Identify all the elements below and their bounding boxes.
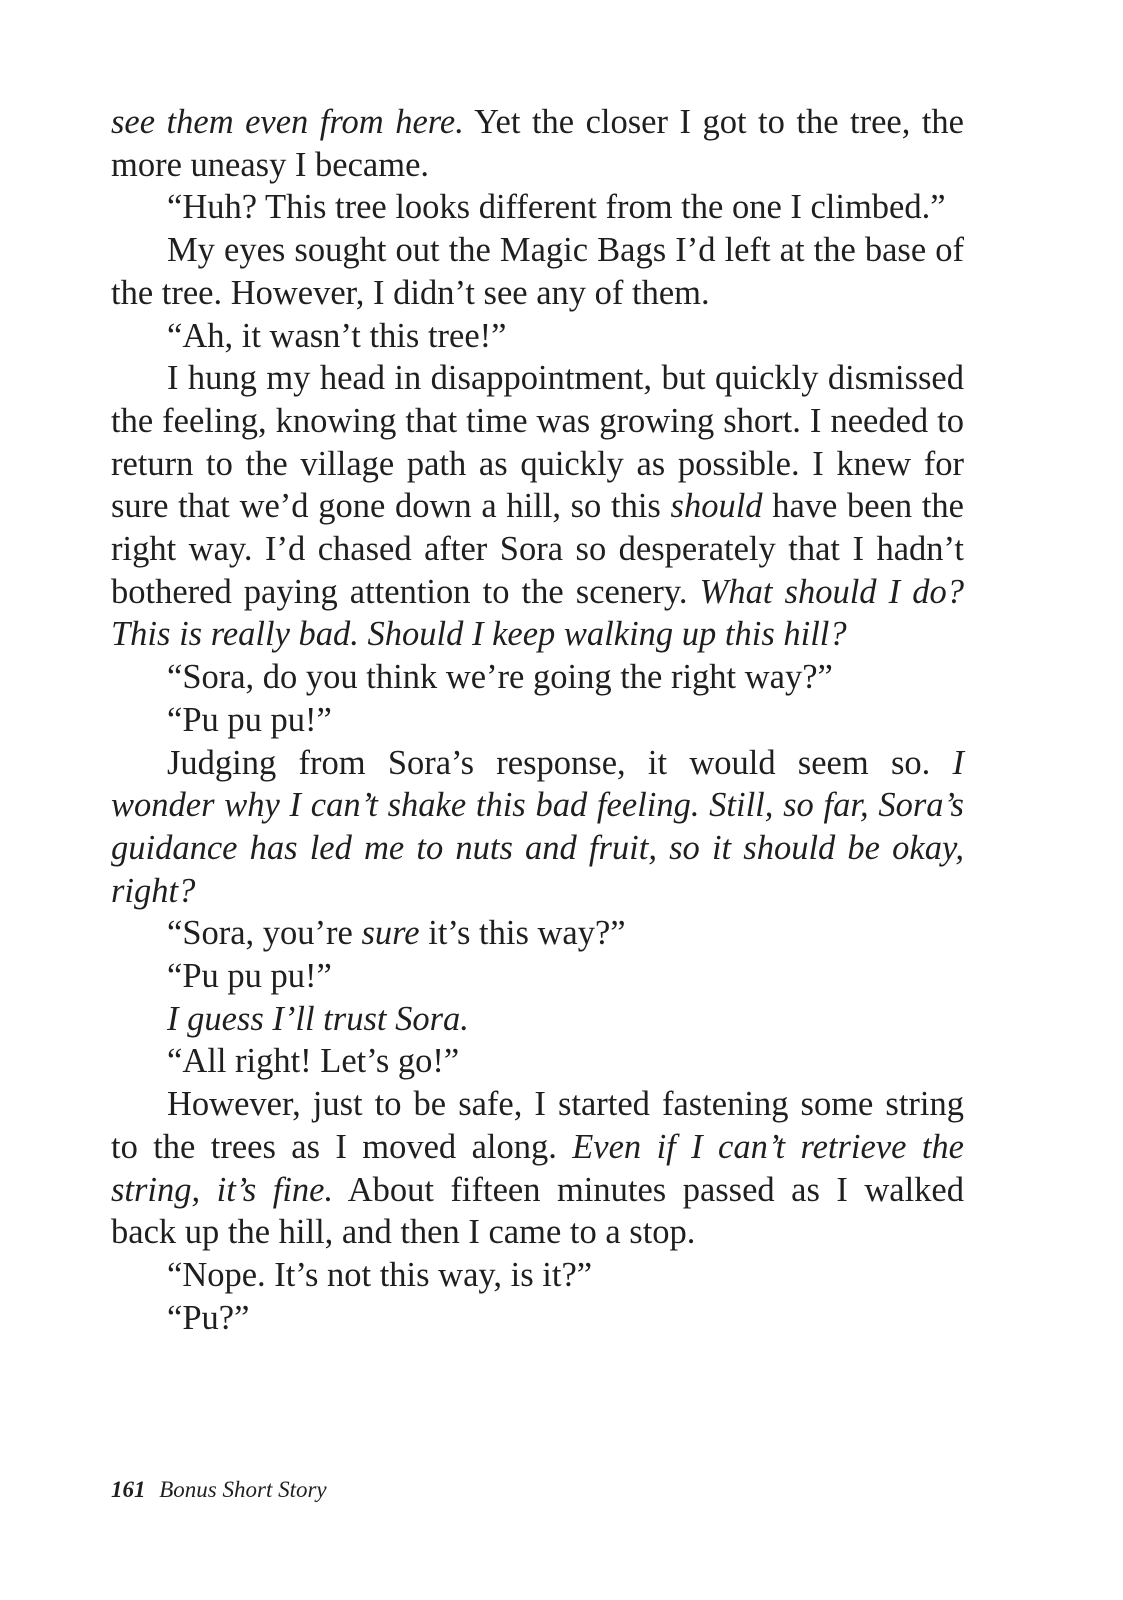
paragraph: [111, 315, 964, 358]
italic-text-run: should: [670, 487, 763, 526]
paragraph: [111, 1297, 964, 1340]
italic-text-run: see them even from here.: [111, 103, 464, 141]
paragraph: [111, 998, 964, 1041]
paragraph: [111, 912, 964, 955]
paragraph: [111, 742, 964, 913]
paragraph: [111, 656, 964, 699]
text-run: I hung my head in disappointment, but quickly dismissed the feeling, knowing that time was growing short. I needed to return to the village path as quickly as possible. I knew for sure that we’d gone down a hill, so this: [111, 359, 964, 526]
page-footer: [111, 1477, 327, 1503]
italic-text-run: Even if I can’t retrieve the string, it’s fine.: [111, 1127, 964, 1209]
text-run: “Huh? This tree looks different from the one I climbed.”: [167, 188, 946, 227]
text-run: “Sora, do you think we’re going the right way?”: [167, 658, 833, 697]
text-run: “All right! Let’s go!”: [167, 1042, 460, 1081]
paragraph: [111, 1040, 964, 1083]
text-run: About fifteen minutes passed as I walked back up the hill, and then I came to a stop.: [111, 1170, 964, 1252]
italic-text-run: What should I do? This is really bad. Should I keep walking up this hill?: [111, 572, 964, 654]
text-run: My eyes sought out the Magic Bags I’d left at the base of the tree. However, I didn’t see any of them.: [111, 231, 964, 312]
paragraph: [111, 1254, 964, 1297]
text-run: it’s this way?”: [419, 914, 626, 953]
paragraph: [111, 357, 964, 656]
paragraph: [111, 699, 964, 742]
paragraph: [111, 186, 964, 229]
text-run: “Ah, it wasn’t this tree!”: [167, 316, 507, 355]
text-run: Yet the closer I got to the tree, the more uneasy I became.: [111, 103, 964, 184]
text-run: Judging from Sora’s response, it would seem so.: [167, 743, 953, 782]
running-section-title: Bonus Short Story: [159, 1477, 327, 1502]
paragraph: [111, 101, 964, 186]
text-run: However, just to be safe, I started fastening some string to the trees as I moved along.: [111, 1085, 964, 1166]
italic-text-run: sure: [361, 914, 420, 953]
italic-text-run: I wonder why I can’t shake this bad feeling. Still, so far, Sora’s guidance has led me to nuts and fruit, so it should be okay, right?: [111, 743, 964, 910]
text-run: “Pu pu pu!”: [167, 957, 332, 996]
text-run: “Nope. It’s not this way, is it?”: [167, 1255, 593, 1294]
paragraph: [111, 1083, 964, 1254]
page-body-text: [111, 101, 964, 1339]
text-run: have been the right way. I’d chased after Sora so desperately that I hadn’t bothered paying attention to the scenery.: [111, 487, 964, 611]
text-run: “Pu?”: [167, 1298, 250, 1337]
page-number: 161: [111, 1477, 146, 1502]
italic-text-run: I guess I’ll trust Sora.: [167, 999, 469, 1038]
paragraph: [111, 229, 964, 314]
text-run: “Sora, you’re: [167, 914, 362, 953]
paragraph: [111, 955, 964, 998]
text-run: “Pu pu pu!”: [167, 700, 332, 739]
